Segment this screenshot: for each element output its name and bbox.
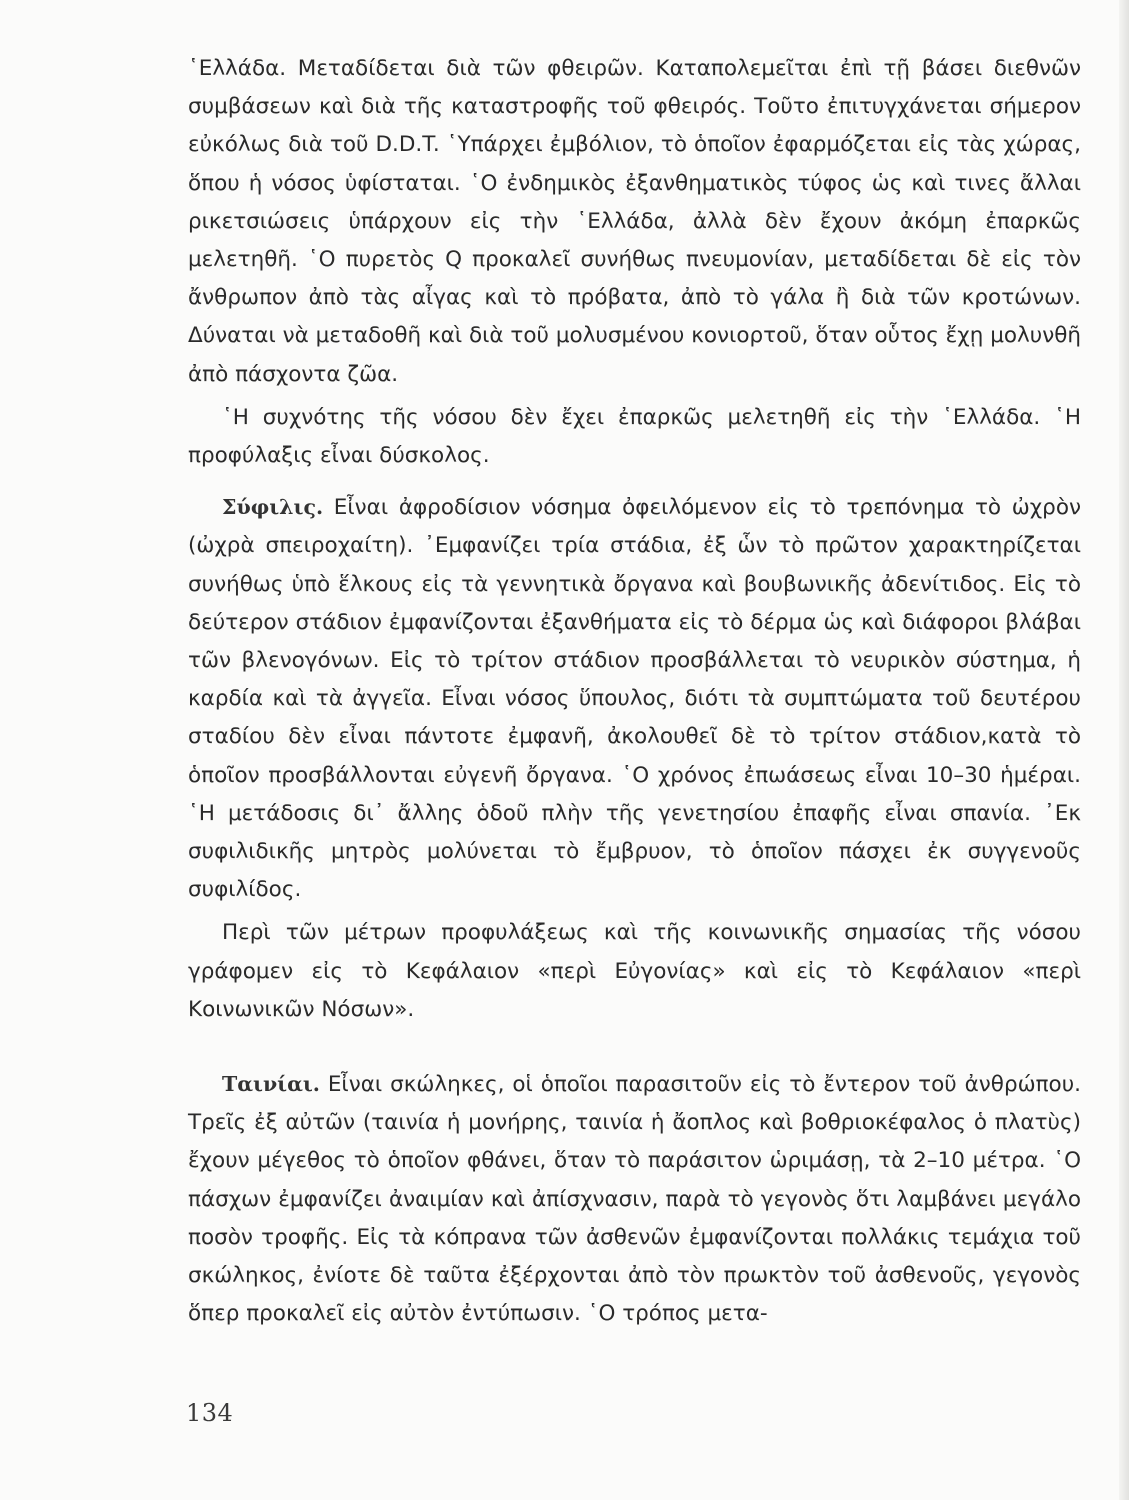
paragraph-syphilis: Σύφιλις. Εἶναι ἀφροδίσιον νόσημα ὀφειλόμενον εἰς τὸ τρεπόνημα τὸ ὠχρὸν (ὠχρὰ σπειροχαίτη). ᾿Εμφανίζει τρία στάδια, ἐξ ὧν τὸ πρῶτον χαρακτηρίζεται συνήθως ὑπὸ ἕλκους εἰς τὰ γεννητικὰ ὄργανα καὶ βουβωνικῆς ἀδενίτιδος. Εἰς τὸ δεύτερον στάδιον ἐμφανίζονται ἐξανθήματα εἰς τὸ δέρμα ὡς καὶ διάφοροι βλάβαι τῶν βλενογόνων. Εἰς τὸ τρίτον στάδιον προσβάλλεται τὸ νευρικὸν σύστημα, ἡ καρδία καὶ τὰ ἀγγεῖα. Εἶναι νόσος ὕπουλος, διότι τὰ συμπτώματα τοῦ δευτέρου σταδίου δὲν εἶναι πάντοτε ἐμφανῆ, ἀκολουθεῖ δὲ τὸ τρίτον στάδιον,κατὰ τὸ ὁποῖον προσβάλλονται εὐγενῆ ὄργανα. ῾Ο χρόνος ἐπωάσεως εἶναι 10–30 ἡμέραι. ῾Η μετάδοσις δι᾿ ἄλλης ὁδοῦ πλὴν τῆς γενετησίου ἐπαφῆς εἶναι σπανία. ᾿Εκ συφιλιδικῆς μητρὸς μολύνεται τὸ ἔμβρυον, τὸ ὁποῖον πάσχει ἐκ συγγενοῦς συφιλίδος. [188,495,1081,903]
section-term-tapeworms: Ταινίαι. [222,1072,320,1097]
body-text [188,50,1081,1334]
paragraph-frequency: ῾Η συχνότης τῆς νόσου δὲν ἔχει ἐπαρκῶς μελετηθῆ εἰς τὴν ῾Ελλάδα. ῾Η προφύλαξις εἶναι δύσκολος. [188,404,1081,469]
paragraph-prevention-reference: Περὶ τῶν μέτρων προφυλάξεως καὶ τῆς κοινωνικῆς σημασίας τῆς νόσου γράφομεν εἰς τὸ Κεφάλαιον «περὶ Εὐγονίας» καὶ εἰς τὸ Κεφάλαιον «περὶ Κοινωνικῶν Νόσων». [188,920,1081,1022]
section-term-syphilis: Σύφιλις. [222,495,324,520]
page-number: 134 [186,1399,234,1427]
paragraph-typhus-continued: ῾Ελλάδα. Μεταδίδεται διὰ τῶν φθειρῶν. Καταπολεμεῖται ἐπὶ τῇ βάσει διεθνῶν συμβάσεων καὶ διὰ τῆς καταστροφῆς τοῦ φθειρός. Τοῦτο ἐπιτυγχάνεται σήμερον εὐκόλως διὰ τοῦ D.D.T. ῾Υπάρχει ἐμβόλιον, τὸ ὁποῖον ἐφαρμόζεται εἰς τὰς χώρας, ὅπου ἡ νόσος ὑφίσταται. ῾Ο ἐνδημικὸς ἐξανθηματικὸς τύφος ὡς καὶ τινες ἄλλαι ρικετσιώσεις ὑπάρχουν εἰς τὴν ῾Ελλάδα, ἀλλὰ δὲν ἔχουν ἀκόμη ἐπαρκῶς μελετηθῆ. ῾Ο πυρετὸς Q προκαλεῖ συνήθως πνευμονίαν, μεταδίδεται δὲ εἰς τὸν ἄνθρωπον ἀπὸ τὰς αἶγας καὶ τὸ πρόβατα, ἀπὸ τὸ γάλα ἢ διὰ τῶν κροτώνων. Δύναται νὰ μεταδοθῆ καὶ διὰ τοῦ μολυσμένου κονιορτοῦ, ὅταν οὗτος ἔχῃ μολυνθῆ ἀπὸ πάσχοντα ζῶα. [188,56,1081,387]
page-edge-shadow [1119,0,1129,1500]
paragraph-tapeworms: Ταινίαι. Εἶναι σκώληκες, οἱ ὁποῖοι παρασιτοῦν εἰς τὸ ἔντερον τοῦ ἀνθρώπου. Τρεῖς ἐξ αὐτῶν (ταινία ἡ μονήρης, ταινία ἡ ἄοπλος καὶ βοθριοκέφαλος ὁ πλατὺς) ἔχουν μέγεθος τὸ ὁποῖον φθάνει, ὅταν τὸ παράσιτον ὡριμάσῃ, τὰ 2–10 μέτρα. ῾Ο πάσχων ἐμφανίζει ἀναιμίαν καὶ ἀπίσχνασιν, παρὰ τὸ γεγονὸς ὅτι λαμβάνει μεγάλο ποσὸν τροφῆς. Εἰς τὰ κόπρανα τῶν ἀσθενῶν ἐμφανίζονται πολλάκις τεμάχια τοῦ σκώληκος, ἐνίοτε δὲ ταῦτα ἐξέρχονται ἀπὸ τὸν πρωκτὸν τοῦ ἀσθενοῦς, γεγονὸς ὅπερ προκαλεῖ εἰς αὐτὸν ἐντύπωσιν. ῾Ο τρόπος μετα- [188,1072,1081,1327]
